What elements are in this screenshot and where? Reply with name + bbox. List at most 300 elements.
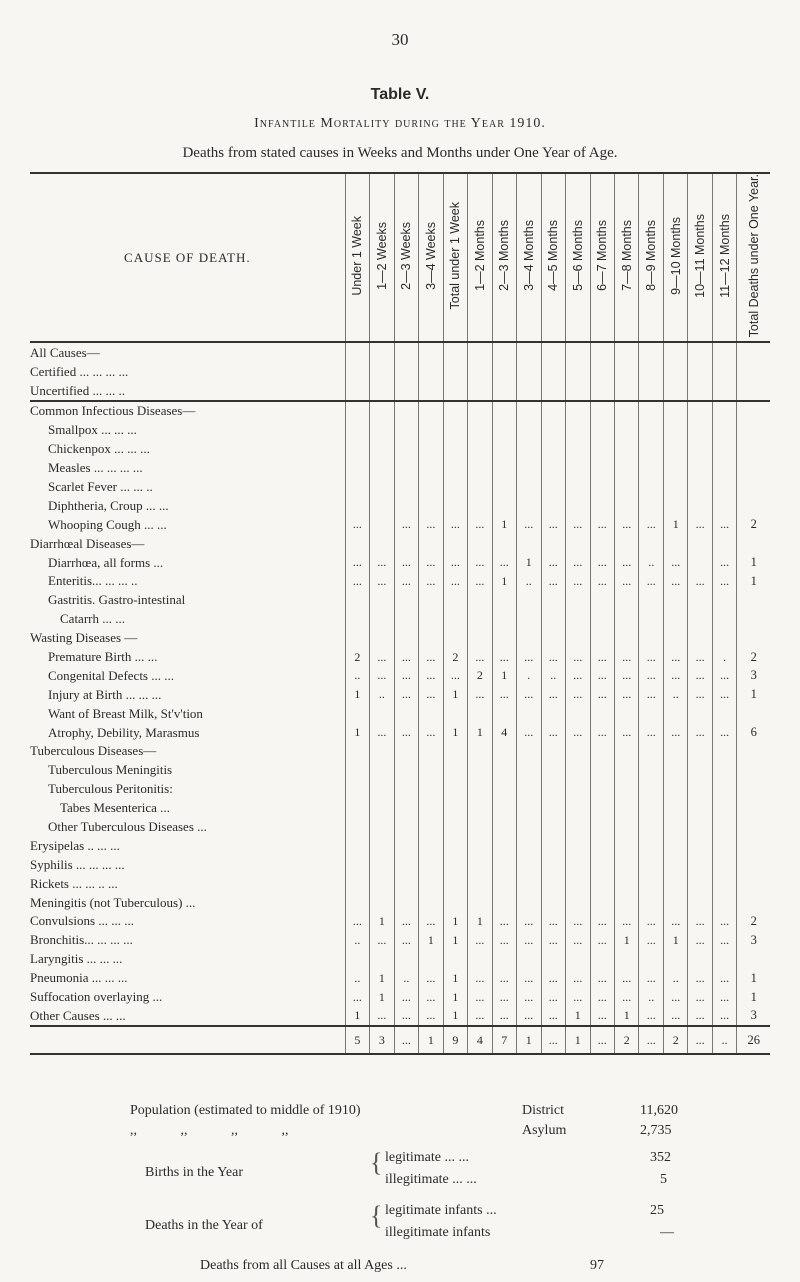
cell-value: ... [688, 515, 712, 534]
cell-value [566, 496, 590, 515]
table-body [30, 342, 770, 1054]
cell-value [614, 381, 638, 401]
cell-value [419, 362, 443, 381]
cell-value: ... [688, 648, 712, 667]
cell-value [590, 799, 614, 818]
cell-value: . [517, 666, 541, 685]
cell-value: ... [345, 553, 369, 572]
illegit-infants-value: — [660, 1225, 674, 1240]
cell-value: ... [614, 988, 638, 1007]
cell-value [394, 496, 418, 515]
cell-value: ... [712, 988, 736, 1007]
cell-value [566, 855, 590, 874]
cell-value: 1 [468, 723, 492, 742]
cell-value: ... [663, 912, 687, 931]
column-header [712, 173, 736, 342]
cell-value [541, 591, 565, 610]
cell-value [468, 362, 492, 381]
page-number: 30 [391, 30, 409, 49]
column-header [394, 173, 418, 342]
cell-value [345, 836, 369, 855]
cell-value [419, 629, 443, 648]
cell-value: ... [590, 553, 614, 572]
cell-value: 2 [737, 648, 770, 667]
table-row [30, 515, 770, 534]
deaths-label: Deaths in the Year of [145, 1218, 263, 1233]
cell-value [688, 362, 712, 381]
cell-value [517, 893, 541, 912]
cell-value: ... [541, 988, 565, 1007]
cell-value: ... [614, 648, 638, 667]
cell-value: 1 [663, 515, 687, 534]
cause-label: Whooping Cough ... ... [48, 516, 167, 532]
cell-value: ... [614, 912, 638, 931]
cell-value [737, 874, 770, 893]
cell-value [517, 401, 541, 421]
cell-value [590, 610, 614, 629]
column-header-label: 2—3 Months [497, 220, 512, 292]
cell-value [566, 591, 590, 610]
cell-value [492, 704, 516, 723]
cell-value [590, 478, 614, 497]
cell-value: ... [492, 912, 516, 931]
cell-value [541, 950, 565, 969]
cell-value: .. [639, 988, 663, 1007]
cell-value: ... [590, 723, 614, 742]
cell-value [688, 440, 712, 459]
cell-value [663, 534, 687, 553]
cell-value: ... [712, 1006, 736, 1026]
cell-value [370, 496, 394, 515]
cell-value [492, 362, 516, 381]
cause-label: Diarrhœal Diseases— [30, 535, 145, 551]
cell-value: ... [639, 685, 663, 704]
cell-value: ... [663, 648, 687, 667]
cell-value [394, 381, 418, 401]
cell-value [492, 381, 516, 401]
cell-value [663, 362, 687, 381]
cause-label: Certified ... ... ... ... [30, 363, 129, 379]
cell-value: ... [370, 931, 394, 950]
cell-value [688, 818, 712, 837]
cell-value [394, 742, 418, 761]
illegitimate-label: illegitimate ... ... [385, 1172, 477, 1187]
cell-value [468, 342, 492, 362]
cell-value [419, 780, 443, 799]
cell-value [517, 534, 541, 553]
cell-value: ... [566, 666, 590, 685]
cell-value [468, 440, 492, 459]
cell-value [737, 459, 770, 478]
cell-value [370, 381, 394, 401]
cell-value: ... [712, 553, 736, 572]
cell-value: ... [566, 685, 590, 704]
cell-value [614, 874, 638, 893]
cell-value [468, 855, 492, 874]
table-row [30, 553, 770, 572]
cell-value [541, 761, 565, 780]
table-row [30, 591, 770, 610]
cell-value [712, 421, 736, 440]
cell-value: ... [419, 1006, 443, 1026]
cell-value [443, 591, 467, 610]
cell-value: ... [370, 1006, 394, 1026]
cell-value: .. [663, 685, 687, 704]
table-row [30, 893, 770, 912]
cell-value [468, 381, 492, 401]
cell-value [517, 874, 541, 893]
cell-value: ... [394, 553, 418, 572]
column-header [419, 173, 443, 342]
column-header-label: 1—2 Weeks [374, 221, 389, 290]
cell-value: ... [468, 988, 492, 1007]
cell-value [712, 629, 736, 648]
all-causes-row [30, 362, 770, 381]
cell-value [370, 761, 394, 780]
cell-value: ... [590, 572, 614, 591]
column-header-label: Under 1 Week [350, 215, 365, 296]
cell-value [492, 950, 516, 969]
cell-value: .. [345, 931, 369, 950]
cell-value [737, 610, 770, 629]
cell-value [370, 855, 394, 874]
cell-value [566, 780, 590, 799]
cell-value [614, 818, 638, 837]
cause-label: Syphilis ... ... ... ... [30, 856, 125, 872]
cell-value [737, 761, 770, 780]
cell-value [394, 799, 418, 818]
cell-value: ... [566, 912, 590, 931]
cell-value [663, 836, 687, 855]
cell-value [663, 591, 687, 610]
cause-label: Congenital Defects ... ... [48, 667, 174, 683]
cell-value [639, 534, 663, 553]
cell-value [517, 478, 541, 497]
cell-value: ... [468, 553, 492, 572]
cell-value [566, 440, 590, 459]
table-row [30, 799, 770, 818]
cell-value: ... [566, 515, 590, 534]
cell-value: 1 [737, 988, 770, 1007]
cell-value [345, 421, 369, 440]
cell-value [394, 950, 418, 969]
cell-value [590, 742, 614, 761]
cell-value [688, 459, 712, 478]
cell-value: .. [345, 969, 369, 988]
cell-value [639, 496, 663, 515]
cell-value: 1 [663, 931, 687, 950]
cell-value [345, 629, 369, 648]
cell-value [394, 362, 418, 381]
cell-value [737, 836, 770, 855]
cell-value [737, 534, 770, 553]
cell-value [712, 591, 736, 610]
cell-value [492, 401, 516, 421]
cell-value [419, 401, 443, 421]
cell-value [443, 742, 467, 761]
column-header-label: 8—9 Months [644, 220, 659, 292]
cell-value [663, 496, 687, 515]
cell-value [541, 629, 565, 648]
cause-label: Suffocation overlaying ... [30, 989, 163, 1005]
infant-mortality-table [30, 172, 770, 1055]
cell-value [566, 610, 590, 629]
cell-value [541, 874, 565, 893]
cell-value [688, 742, 712, 761]
cell-value [492, 836, 516, 855]
cell-value: ... [345, 912, 369, 931]
column-header-label: 2—3 Weeks [399, 221, 414, 290]
cell-value: ... [517, 912, 541, 931]
total-value: 26 [737, 1026, 770, 1054]
cell-value [492, 780, 516, 799]
cell-value [590, 496, 614, 515]
cell-value: ... [663, 988, 687, 1007]
cell-value: .. [394, 969, 418, 988]
table-row [30, 534, 770, 553]
cell-value [712, 381, 736, 401]
cell-value: ... [419, 685, 443, 704]
cell-value: ... [541, 648, 565, 667]
cell-value [541, 362, 565, 381]
cell-value [590, 401, 614, 421]
cell-value: 1 [345, 1006, 369, 1026]
cell-value [468, 421, 492, 440]
cell-value: ... [541, 553, 565, 572]
cause-label: Wasting Diseases — [30, 630, 138, 646]
table-row [30, 723, 770, 742]
cell-value: 3 [737, 666, 770, 685]
cell-value: 1 [443, 912, 467, 931]
cell-value: ... [688, 723, 712, 742]
total-value: 1 [566, 1026, 590, 1054]
cause-label: Tabes Mesenterica ... [60, 800, 170, 816]
cell-value: ... [712, 515, 736, 534]
cell-value [737, 591, 770, 610]
cell-value [663, 459, 687, 478]
cell-value [370, 515, 394, 534]
cell-value [663, 440, 687, 459]
cell-value: 3 [737, 931, 770, 950]
cell-value [394, 591, 418, 610]
cell-value: ... [443, 572, 467, 591]
cell-value [492, 855, 516, 874]
column-header [737, 173, 770, 342]
cell-value [712, 761, 736, 780]
cause-label: Want of Breast Milk, St'v'tion [48, 705, 203, 721]
cell-value [443, 855, 467, 874]
cell-value: ... [394, 572, 418, 591]
cell-value: ... [468, 931, 492, 950]
column-header-label: 5—6 Months [570, 220, 585, 292]
table-row [30, 629, 770, 648]
cell-value: 2 [737, 515, 770, 534]
cell-value: ... [590, 988, 614, 1007]
cell-value [737, 799, 770, 818]
cell-value [492, 496, 516, 515]
cell-value: 1 [737, 553, 770, 572]
cell-value [443, 342, 467, 362]
cell-value [517, 761, 541, 780]
cell-value: ... [639, 723, 663, 742]
cause-label: Atrophy, Debility, Marasmus [48, 724, 200, 740]
cell-value [663, 799, 687, 818]
column-header [492, 173, 516, 342]
cell-value: ... [394, 723, 418, 742]
cell-value [737, 742, 770, 761]
cell-value: ... [394, 648, 418, 667]
cell-value: ... [541, 931, 565, 950]
cell-value [688, 553, 712, 572]
cell-value: ... [590, 648, 614, 667]
cell-value [443, 496, 467, 515]
all-causes-row [30, 381, 770, 401]
cell-value [663, 761, 687, 780]
cell-value [419, 799, 443, 818]
cell-value [394, 534, 418, 553]
cell-value: ... [370, 553, 394, 572]
cell-value [492, 629, 516, 648]
column-header-label: 10—11 Months [693, 213, 708, 298]
total-value: ... [688, 1026, 712, 1054]
cell-value: ... [419, 969, 443, 988]
cell-value [517, 381, 541, 401]
cell-value: ... [590, 969, 614, 988]
cell-value [345, 950, 369, 969]
cell-value: ... [590, 1006, 614, 1026]
cell-value [492, 591, 516, 610]
cell-value [614, 534, 638, 553]
cell-value [566, 478, 590, 497]
cell-value: ... [614, 572, 638, 591]
cell-value [517, 440, 541, 459]
cell-value [541, 893, 565, 912]
cell-value: 1 [492, 515, 516, 534]
cell-value: ... [394, 1006, 418, 1026]
cell-value [541, 440, 565, 459]
table-row [30, 685, 770, 704]
cell-value [737, 780, 770, 799]
all-causes-row [30, 342, 770, 362]
cell-value [419, 342, 443, 362]
cell-value [663, 874, 687, 893]
asylum-label: Asylum [522, 1123, 567, 1138]
column-header [541, 173, 565, 342]
cell-value: ... [517, 969, 541, 988]
cell-value: ... [614, 666, 638, 685]
cell-value [443, 381, 467, 401]
cell-value: ... [566, 553, 590, 572]
cell-value [590, 780, 614, 799]
cell-value [712, 342, 736, 362]
cell-value [712, 818, 736, 837]
total-value: ... [590, 1026, 614, 1054]
cell-value [663, 610, 687, 629]
cell-value [737, 478, 770, 497]
cell-value: ... [712, 572, 736, 591]
cell-value: ... [566, 572, 590, 591]
cell-value [345, 459, 369, 478]
cell-value [443, 362, 467, 381]
cell-value [394, 440, 418, 459]
column-header-label: 6—7 Months [595, 220, 610, 292]
cell-value: ... [370, 723, 394, 742]
cell-value [639, 704, 663, 723]
cell-value [614, 799, 638, 818]
cause-label: Laryngitis ... ... ... [30, 951, 123, 967]
cell-value: ... [590, 685, 614, 704]
cell-value: ... [639, 515, 663, 534]
legit-infants-value: 25 [650, 1203, 664, 1218]
cell-value [541, 421, 565, 440]
cell-value [737, 818, 770, 837]
cell-value [517, 704, 541, 723]
cell-value [541, 401, 565, 421]
cell-value: 1 [737, 572, 770, 591]
cell-value [639, 440, 663, 459]
cell-value [492, 610, 516, 629]
cell-value [370, 893, 394, 912]
cell-value [688, 761, 712, 780]
table-row [30, 818, 770, 837]
all-ages-label: Deaths from all Causes at all Ages ... [200, 1258, 407, 1273]
cell-value: .. [541, 666, 565, 685]
cell-value [345, 478, 369, 497]
totals-row [30, 1026, 770, 1054]
cell-value [345, 742, 369, 761]
cell-value [370, 342, 394, 362]
cell-value: ... [492, 685, 516, 704]
cell-value [663, 421, 687, 440]
total-value: ... [639, 1026, 663, 1054]
cell-value [663, 818, 687, 837]
cause-header: CAUSE OF DEATH. [124, 249, 251, 265]
cell-value: ... [566, 931, 590, 950]
cell-value: 3 [737, 1006, 770, 1026]
cell-value [492, 478, 516, 497]
cell-value [614, 780, 638, 799]
totals-label-cell [30, 1026, 345, 1054]
cause-label: Tuberculous Peritonitis: [48, 781, 173, 797]
cell-value [614, 459, 638, 478]
cell-value [443, 799, 467, 818]
cell-value [370, 478, 394, 497]
cell-value [566, 761, 590, 780]
cell-value [712, 478, 736, 497]
cause-label: All Causes— [30, 344, 100, 360]
table-subtitle: Infantile Mortality during the Year 1910. [254, 116, 546, 131]
cause-label: Premature Birth ... ... [48, 649, 158, 664]
cause-label: Convulsions ... ... ... [30, 913, 135, 929]
cell-value [345, 534, 369, 553]
cell-value: ... [541, 572, 565, 591]
cell-value: ... [712, 931, 736, 950]
cell-value [419, 836, 443, 855]
cell-value [492, 893, 516, 912]
cell-value: ... [517, 648, 541, 667]
cell-value [639, 818, 663, 837]
asylum-value: 2,735 [640, 1123, 672, 1138]
cell-value [712, 799, 736, 818]
cell-value [419, 478, 443, 497]
cell-value [566, 893, 590, 912]
cell-value [737, 629, 770, 648]
cell-value: 1 [443, 988, 467, 1007]
cause-label: Smallpox ... ... ... [48, 422, 137, 438]
cell-value [688, 629, 712, 648]
cell-value: ... [566, 723, 590, 742]
cell-value [419, 534, 443, 553]
